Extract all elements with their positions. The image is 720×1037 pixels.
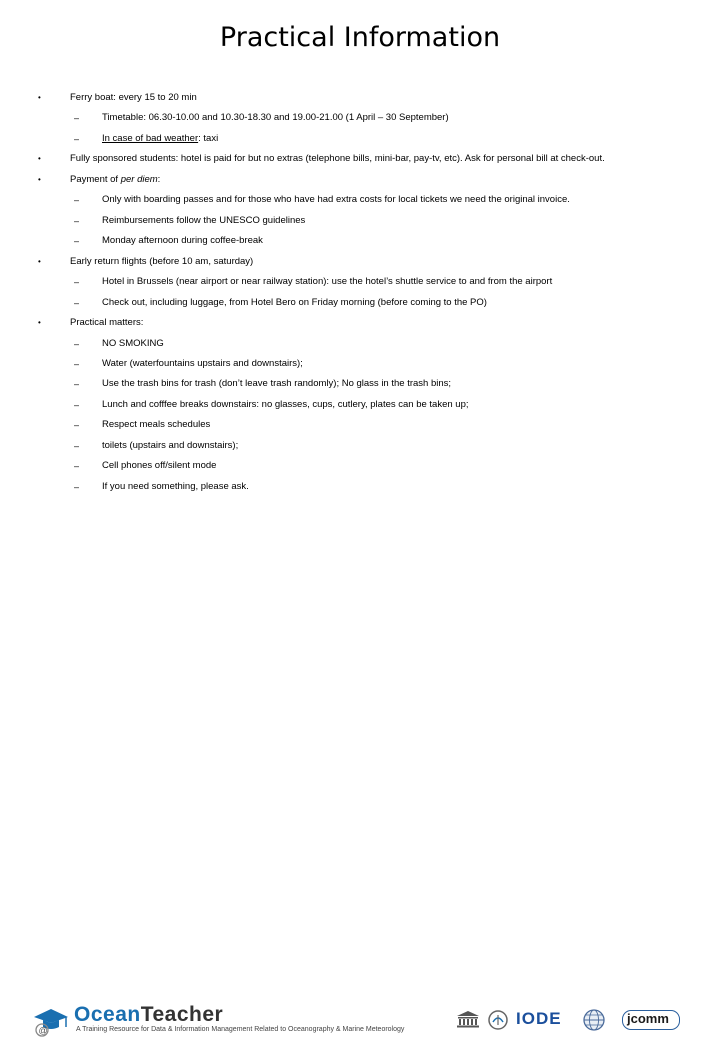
bullet-dot-icon: • [38,257,41,266]
page-title: Practical Information [219,22,501,53]
sub-bullet-item [74,378,452,390]
sub-bullet-item [74,276,553,288]
item-text-suffix: : [157,174,161,185]
dash-bullet-icon: – [74,277,80,287]
sub-bullet-item [74,133,219,145]
bullet-item [38,92,197,104]
ocean-teacher-tagline: A Training Resource for Data & Information Management Related to Oceanography & Marine Meteorology [76,1026,405,1033]
item-text: Practical matters: [70,317,144,328]
sub-bullet-item [74,440,239,452]
jcomm-logo: jcomm [622,1010,680,1030]
item-text: toilets (upstairs and downstairs); [102,440,239,451]
sub-bullet-item [74,481,249,493]
sub-bullet-item [74,235,263,247]
item-text: Ferry boat: every 15 to 20 min [70,92,197,103]
dash-bullet-icon: – [74,113,80,123]
dash-bullet-icon: – [74,216,80,226]
sub-bullet-item [74,460,217,472]
bullet-item [38,153,605,165]
dash-bullet-icon: – [74,298,80,308]
ioc-logo-icon [487,1009,509,1031]
bullet-item [38,174,161,186]
dash-bullet-icon: – [74,339,80,349]
sub-bullet-item [74,215,306,227]
dash-bullet-icon: – [74,359,80,369]
bullet-dot-icon: • [38,318,41,327]
ocean-teacher-logo-icon [30,1003,72,1037]
italic-text: per diem [120,174,158,185]
dash-bullet-icon: – [74,461,80,471]
bullet-dot-icon: • [38,93,41,102]
at-sign-text: @ [38,1025,48,1036]
dash-bullet-icon: – [74,236,80,246]
item-text: If you need something, please ask. [102,481,249,492]
item-text: NO SMOKING [102,338,164,349]
dash-bullet-icon: – [74,400,80,410]
item-text: Water (waterfountains upstairs and downstairs); [102,358,303,369]
sub-bullet-item [74,338,164,350]
iode-logo: IODE [516,1009,562,1028]
item-text: Reimbursements follow the UNESCO guidelines [102,215,306,226]
item-text: Hotel in Brussels (near airport or near railway station): use the hotel’s shuttle service to and from the airport [102,276,553,287]
footer-bar [0,500,720,1036]
dash-bullet-icon: – [74,195,80,205]
item-text: Fully sponsored students: hotel is paid for but no extras (telephone bills, mini-bar, pay-tv, etc). Ask for personal bill at check-out. [70,153,605,164]
item-text: Only with boarding passes and for those who have had extra costs for local tickets we need the original invoice. [102,194,570,205]
bullet-dot-icon: • [38,154,41,163]
dash-bullet-icon: – [74,441,80,451]
dash-bullet-icon: – [74,134,80,144]
sub-bullet-item [74,358,303,370]
dash-bullet-icon: – [74,420,80,430]
sub-bullet-item [74,399,469,411]
sub-bullet-item [74,112,449,124]
item-text: Payment of [70,174,121,185]
item-text: Use the trash bins for trash (don’t leave trash randomly); No glass in the trash bins; [102,378,452,389]
unesco-logo-icon [455,1010,481,1028]
underlined-text: In case of bad weather [102,133,199,144]
dash-bullet-icon: – [74,379,80,389]
sub-bullet-item [74,419,211,431]
wmo-logo-icon [582,1008,606,1032]
sub-bullet-item [74,297,487,309]
item-text: Early return flights (before 10 am, saturday) [70,256,254,267]
bullet-dot-icon: • [38,175,41,184]
item-text: Cell phones off/silent mode [102,460,217,471]
sub-bullet-item [74,194,570,206]
item-text: Check out, including luggage, from Hotel Bero on Friday morning (before coming to the PO) [102,297,487,308]
item-text: Timetable: 06.30-10.00 and 10.30-18.30 and 19.00-21.00 (1 April – 30 September) [102,112,449,123]
item-text: Monday afternoon during coffee-break [102,235,263,246]
bullet-item [38,317,144,329]
item-text: Respect meals schedules [102,419,211,430]
bullet-item [38,256,254,268]
item-text: : taxi [198,133,219,144]
item-text: Lunch and cofffee breaks downstairs: no glasses, cups, cutlery, plates can be taken up; [102,399,469,410]
dash-bullet-icon: – [74,482,80,492]
ocean-teacher-wordmark: OceanTeacher [74,1003,224,1026]
